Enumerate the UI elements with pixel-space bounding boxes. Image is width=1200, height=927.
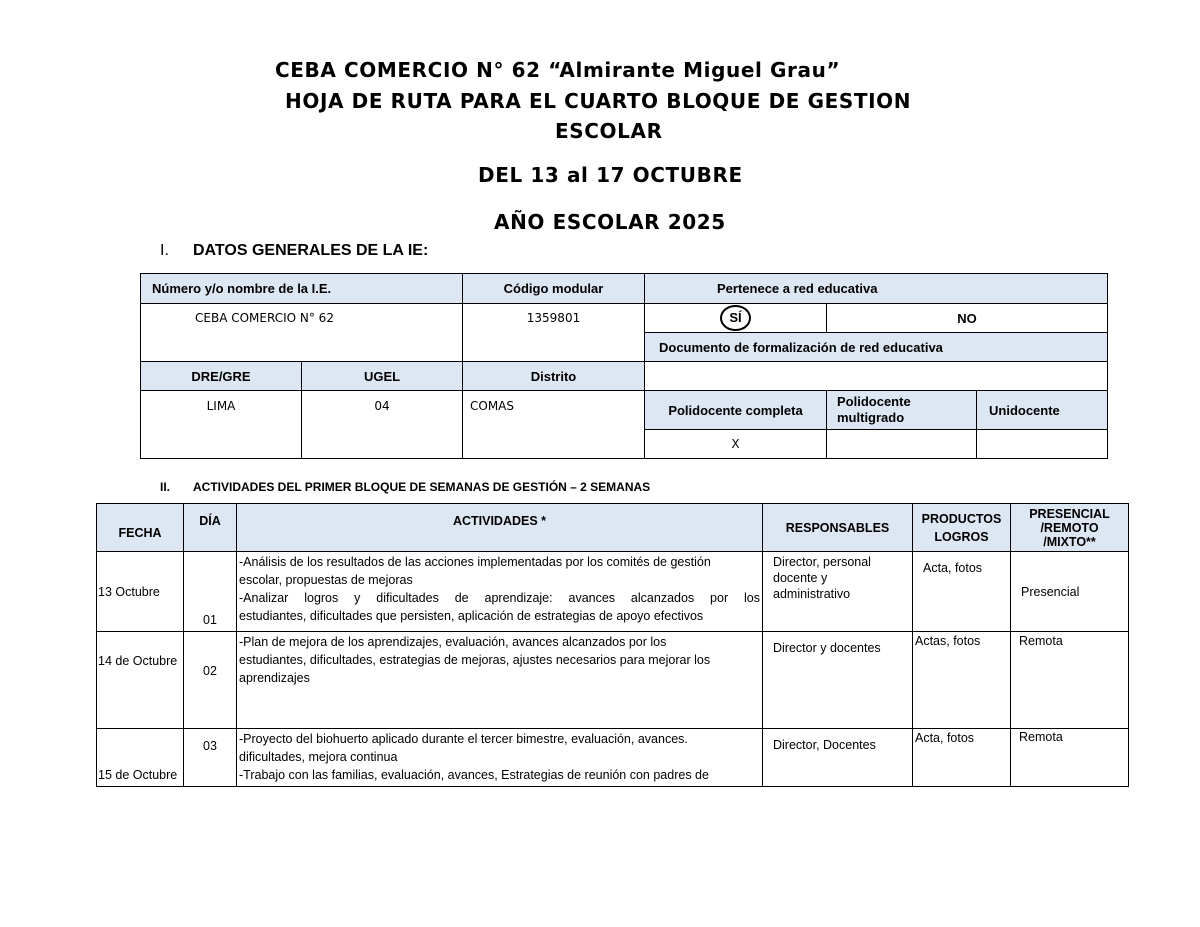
section-title: ACTIVIDADES DEL PRIMER BLOQUE DE SEMANAS DE GESTIÓN – 2 SEMANAS bbox=[193, 480, 651, 494]
row-day: 01 bbox=[184, 552, 237, 632]
row-mode: Presencial bbox=[1011, 552, 1129, 632]
school-year: AÑO ESCOLAR 2025 bbox=[494, 210, 726, 234]
header-line: /MIXTO** bbox=[1043, 534, 1096, 549]
activity-line: -Trabajo con las familias, evaluación, avances, Estrategias de reunión con padres de bbox=[239, 768, 709, 782]
section-number: I. bbox=[160, 242, 169, 259]
polidocente-completa-mark: X bbox=[645, 430, 827, 459]
activity-line: escolar, propuestas de mejoras bbox=[239, 573, 413, 587]
activity-line: -Proyecto del biohuerto aplicado durante el tercer bimestre, evaluación, avances. bbox=[239, 732, 688, 746]
section-number: II. bbox=[160, 480, 171, 494]
date-range: DEL 13 al 17 OCTUBRE bbox=[478, 163, 743, 187]
table-row bbox=[97, 729, 1129, 787]
activity-line: estudiantes, dificultades, estrategias de mejoras, ajustes necesarios para mejorar los bbox=[239, 653, 711, 667]
row-products: Acta, fotos bbox=[913, 729, 1011, 787]
header-polidocente-completa: Polidocente completa bbox=[645, 391, 827, 430]
col-header-responsible: RESPONSABLES bbox=[763, 504, 913, 552]
row-date: 15 de Octubre bbox=[97, 729, 184, 787]
activity-line: -Analizar logros y dificultades de aprendizaje: avances alcanzados por los bbox=[239, 591, 760, 605]
col-header-mode bbox=[1011, 504, 1129, 552]
col-header-date: FECHA bbox=[97, 504, 184, 552]
modular-code-value: 1359801 bbox=[463, 304, 645, 362]
school-name-value: CEBA COMERCIO N° 62 bbox=[141, 304, 463, 362]
header-line: /REMOTO bbox=[1040, 520, 1099, 535]
row-products: Acta, fotos bbox=[913, 552, 1011, 632]
col-header-day: DÍA bbox=[184, 504, 237, 552]
header-line: PRESENCIAL bbox=[1029, 506, 1110, 521]
activity-line: dificultades, mejora continua bbox=[239, 750, 398, 764]
row-mode: Remota bbox=[1011, 729, 1129, 787]
table-row bbox=[97, 632, 1129, 729]
row-responsible: Director, personal docente y administrativo bbox=[763, 552, 913, 632]
district-value: COMAS bbox=[463, 391, 645, 459]
row-activities bbox=[237, 729, 763, 787]
row-day: 03 bbox=[184, 729, 237, 787]
row-date: 14 de Octubre bbox=[97, 632, 184, 729]
network-yes-option bbox=[645, 304, 827, 333]
header-unidocente: Unidocente bbox=[977, 391, 1108, 430]
section-title: DATOS GENERALES DE LA IE: bbox=[193, 242, 429, 259]
header-polidocente-multigrado: Polidocente multigrado bbox=[827, 391, 977, 430]
header-network-document: Documento de formalización de red educativa bbox=[645, 333, 1108, 362]
row-products: Actas, fotos bbox=[913, 632, 1011, 729]
row-date: 13 Octubre bbox=[97, 552, 184, 632]
selected-circle-mark: SÍ bbox=[720, 305, 750, 331]
col-header-products bbox=[913, 504, 1011, 552]
header-dre: DRE/GRE bbox=[141, 362, 302, 391]
polidocente-multigrado-value bbox=[827, 430, 977, 459]
header-school-name: Número y/o nombre de la I.E. bbox=[141, 274, 463, 304]
header-ugel: UGEL bbox=[302, 362, 463, 391]
unidocente-value bbox=[977, 430, 1108, 459]
network-document-value bbox=[645, 362, 1108, 391]
row-responsible: Director, Docentes bbox=[763, 729, 913, 787]
activity-line: -Análisis de los resultados de las acciones implementadas por los comités de gestión bbox=[239, 555, 711, 569]
header-line: LOGROS bbox=[934, 529, 989, 544]
activity-line: aprendizajes bbox=[239, 671, 310, 685]
row-mode: Remota bbox=[1011, 632, 1129, 729]
header-network: Pertenece a red educativa bbox=[645, 274, 1108, 304]
row-responsible: Director y docentes bbox=[763, 632, 913, 729]
general-data-table bbox=[140, 273, 1108, 459]
activities-table bbox=[96, 503, 1129, 787]
row-activities bbox=[237, 552, 763, 632]
header-line: PRODUCTOS bbox=[921, 511, 1002, 526]
ugel-value: 04 bbox=[302, 391, 463, 459]
header-modular-code: Código modular bbox=[463, 274, 645, 304]
section-general-heading bbox=[160, 242, 428, 260]
row-day: 02 bbox=[184, 632, 237, 729]
activity-line: estudiantes, dificultades que persisten, aplicación de estrategias de apoyo efectivos bbox=[239, 609, 704, 623]
activity-line: -Plan de mejora de los aprendizajes, evaluación, avances alcanzados por los bbox=[239, 635, 667, 649]
dre-value: LIMA bbox=[141, 391, 302, 459]
school-title: CEBA COMERCIO N° 62 “Almirante Miguel Grau” bbox=[275, 58, 841, 82]
network-no-option: NO bbox=[827, 304, 1108, 333]
document-title: HOJA DE RUTA PARA EL CUARTO BLOQUE DE GESTION bbox=[285, 89, 912, 113]
header-district: Distrito bbox=[463, 362, 645, 391]
col-header-activities: ACTIVIDADES * bbox=[237, 504, 763, 552]
row-activities bbox=[237, 632, 763, 729]
table-row bbox=[97, 552, 1129, 632]
document-title-continued: ESCOLAR bbox=[555, 119, 663, 143]
section-activities-heading bbox=[160, 480, 650, 494]
